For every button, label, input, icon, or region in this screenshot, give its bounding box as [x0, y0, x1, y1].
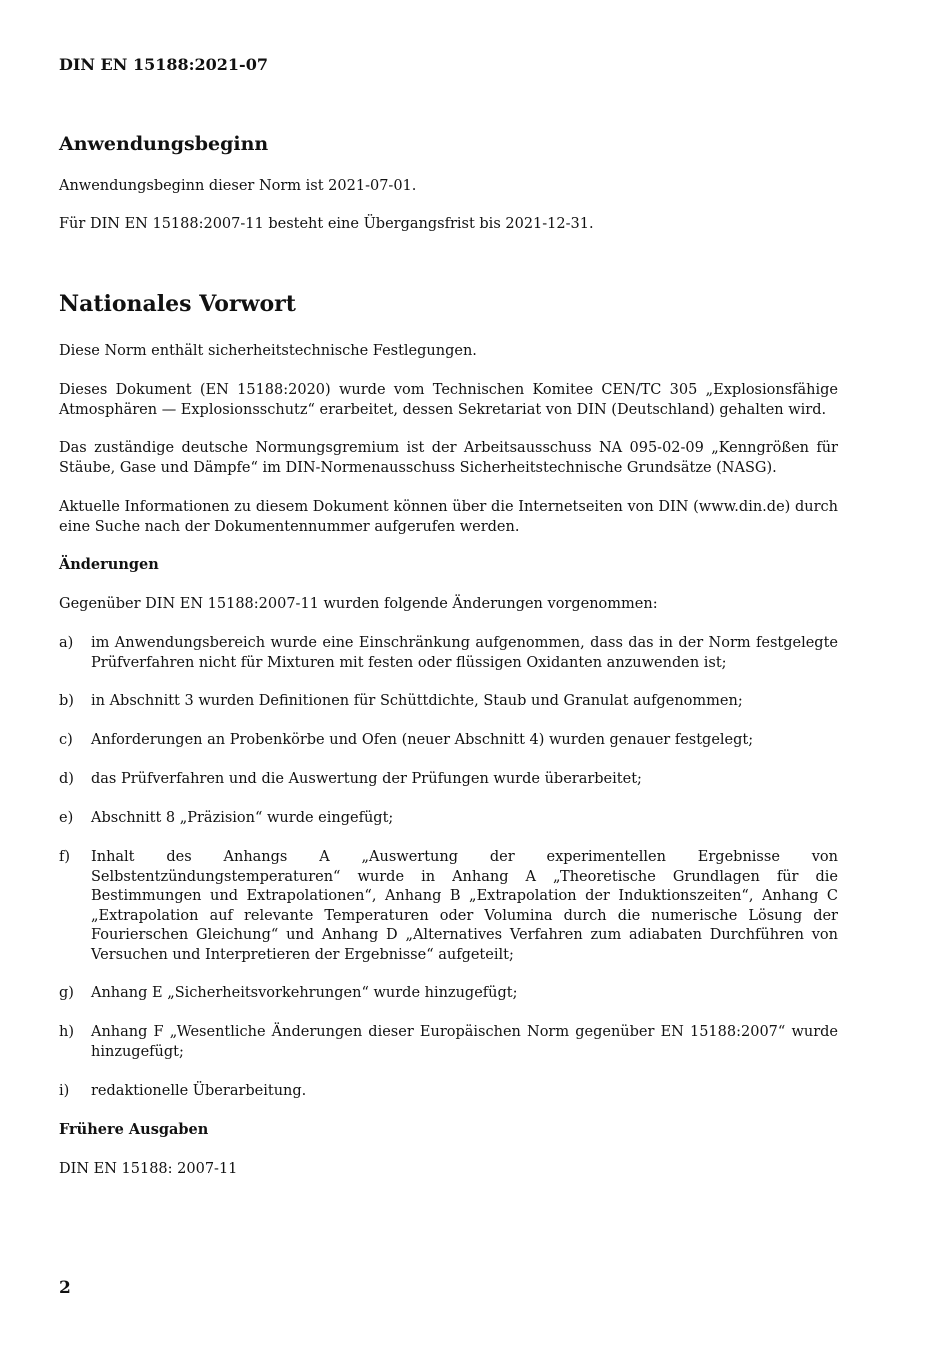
list-marker: b) [59, 693, 74, 709]
list-item-text: Anhang E „Sicherheitsvorkehrungen“ wurde hinzugefügt; [91, 985, 518, 1001]
list-item [59, 848, 838, 965]
list-marker: i) [59, 1083, 70, 1099]
document-id-header: DIN EN 15188:2021-07 [59, 55, 268, 74]
section-title-anwendungsbeginn: Anwendungsbeginn [59, 133, 269, 155]
page-number: 2 [59, 1278, 71, 1298]
list-item [59, 770, 838, 790]
paragraph: Das zuständige deutsche Normungsgremium ist der Arbeitsausschuss NA 095-02-09 „Kenngrößen für Stäube, Gase und Dämpfe“ im DIN-Normenausschuss Sicherheitstechnische Grundsätze (NASG). [59, 440, 838, 476]
list-item-text: im Anwendungsbereich wurde eine Einschränkung aufgenommen, dass das in der Norm festgelegte Prüfverfahren nicht für Mixturen mit festen oder flüssigen Oxidanten anzuwenden ist; [91, 635, 838, 671]
paragraph: Für DIN EN 15188:2007-11 besteht eine Übergangsfrist bis 2021-12-31. [59, 216, 594, 232]
list-item-text: Abschnitt 8 „Präzision“ wurde eingefügt; [91, 810, 394, 826]
list-item [59, 634, 838, 673]
list-item-text: in Abschnitt 3 wurden Definitionen für Schüttdichte, Staub und Granulat aufgenommen; [91, 693, 743, 709]
list-item [59, 809, 838, 829]
subsection-title-aenderungen: Änderungen [59, 556, 159, 573]
list-marker: d) [59, 771, 74, 787]
list-item-text: Anhang F „Wesentliche Änderungen dieser Europäischen Norm gegenüber EN 15188:2007“ wurde hinzugefügt; [91, 1024, 838, 1060]
list-item [59, 731, 838, 751]
paragraph: Diese Norm enthält sicherheitstechnische Festlegungen. [59, 343, 477, 359]
list-item [59, 692, 838, 712]
section-title-nationales-vorwort: Nationales Vorwort [59, 291, 296, 317]
list-item-text: das Prüfverfahren und die Auswertung der Prüfungen wurde überarbeitet; [91, 771, 642, 787]
list-item-text: Anforderungen an Probenkörbe und Ofen (neuer Abschnitt 4) wurden genauer festgelegt; [91, 732, 754, 748]
list-marker: g) [59, 985, 74, 1001]
paragraph: DIN EN 15188: 2007-11 [59, 1161, 238, 1177]
list-marker: c) [59, 732, 73, 748]
list-marker: e) [59, 810, 74, 826]
paragraph: Dieses Dokument (EN 15188:2020) wurde vom Technischen Komitee CEN/TC 305 „Explosionsfähige Atmosphären — Explosionsschutz“ erarbeitet, dessen Sekretariat von DIN (Deutschland) gehalten wird. [59, 382, 838, 418]
paragraph: Gegenüber DIN EN 15188:2007-11 wurden folgende Änderungen vorgenommen: [59, 596, 658, 612]
list-marker: a) [59, 635, 74, 651]
list-item [59, 984, 838, 1004]
list-item-text: Inhalt des Anhangs A „Auswertung der experimentellen Ergebnisse von Selbstentzündungstemperaturen“ wurde in Anhang A „Theoretische Grundlagen für die Bestimmungen und Extrapolationen“, Anhang B „Extrapolation der Induktionszeiten“, Anhang C „Extrapolation auf relevante Temperaturen oder Volumina durch die numerische Lösung der Fourierschen Gleichung“ und Anhang D „Alternatives Verfahren zum adiabaten Durchführen von Versuchen und Interpretieren der Ergebnisse“ aufgeteilt; [91, 849, 838, 963]
paragraph: Aktuelle Informationen zu diesem Dokument können über die Internetseiten von DIN (www.din.de) durch eine Suche nach der Dokumentennummer aufgerufen werden. [59, 499, 838, 535]
list-item [59, 1023, 838, 1062]
list-item [59, 1082, 838, 1102]
paragraph: Anwendungsbeginn dieser Norm ist 2021-07-01. [59, 178, 417, 194]
list-item-text: redaktionelle Überarbeitung. [91, 1083, 307, 1099]
list-marker: h) [59, 1024, 74, 1040]
list-marker: f) [59, 849, 71, 865]
subsection-title-fruehere-ausgaben: Frühere Ausgaben [59, 1121, 209, 1138]
